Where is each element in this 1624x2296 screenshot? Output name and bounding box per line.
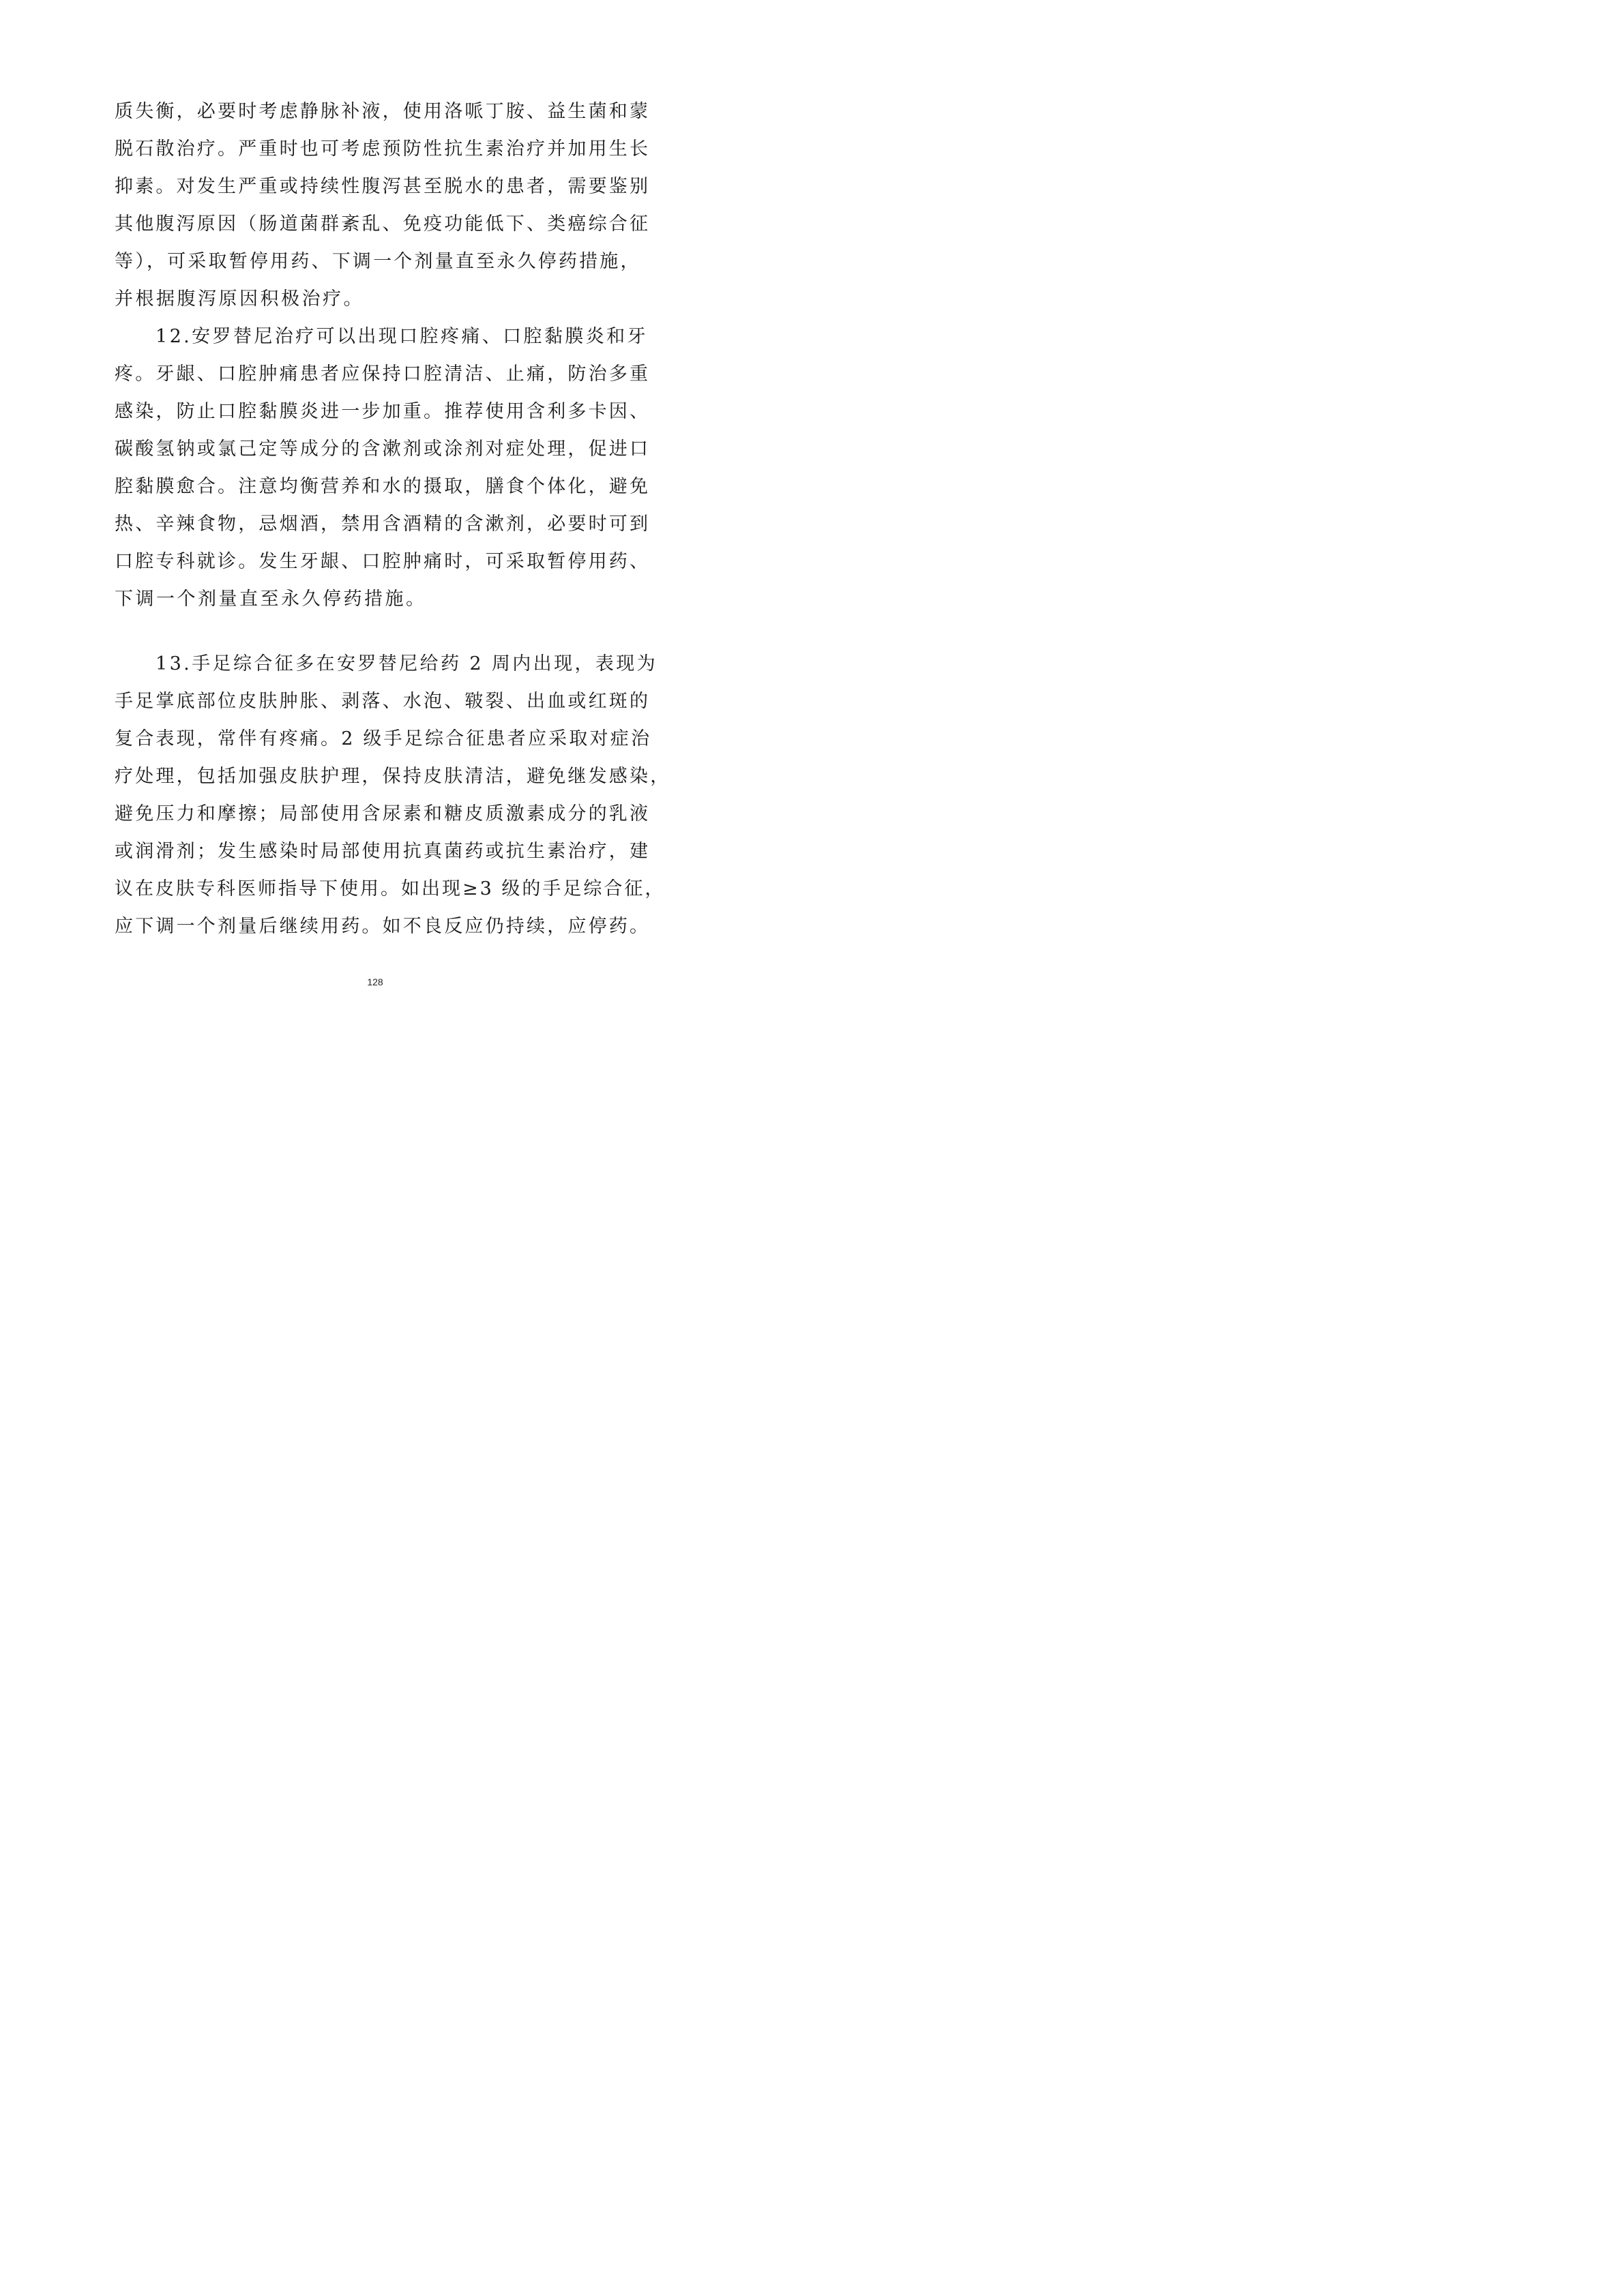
paragraph-1-line-1: 质失衡，必要时考虑静脉补液，使用洛哌丁胺、益生菌和蒙 [115,101,651,122]
paragraph-2-line-1: 12.安罗替尼治疗可以出现口腔疼痛、口腔黏膜炎和牙 [156,326,648,347]
document-page [0,0,750,1060]
paragraph-3-line-3: 复合表现，常伴有疼痛。2 级手足综合征患者应采取对症治 [115,728,652,749]
paragraph-2-line-3: 感染，防止口腔黏膜炎进一步加重。推荐使用含利多卡因、 [115,401,651,422]
paragraph-3-line-7: 议在皮肤专科医师指导下使用。如出现≥3 级的手足综合征， [115,878,666,899]
paragraph-1-line-2: 脱石散治疗。严重时也可考虑预防性抗生素治疗并加用生长 [115,138,651,160]
paragraph-1-line-5: 等），可采取暂停用药、下调一个剂量直至永久停药措施， [115,251,641,272]
page-number: 128 [367,976,383,987]
paragraph-2-line-2: 疼。牙龈、口腔肿痛患者应保持口腔清洁、止痛，防治多重 [115,363,651,385]
paragraph-1-line-4: 其他腹泻原因（肠道菌群紊乱、免疫功能低下、类癌综合征 [115,213,651,235]
paragraph-2-line-5: 腔黏膜愈合。注意均衡营养和水的摄取，膳食个体化，避免 [115,476,651,497]
paragraph-3-line-2: 手足掌底部位皮肤肿胀、剥落、水泡、皲裂、出血或红斑的 [115,691,651,712]
paragraph-3-line-5: 避免压力和摩擦；局部使用含尿素和糖皮质激素成分的乳液 [115,803,651,824]
paragraph-1-line-3: 抑素。对发生严重或持续性腹泻甚至脱水的患者，需要鉴别 [115,176,651,197]
paragraph-3-line-4: 疗处理，包括加强皮肤护理，保持皮肤清洁，避免继发感染， [115,766,671,787]
paragraph-3-line-1: 13.手足综合征多在安罗替尼给药 2 周内出现，表现为 [156,653,658,674]
paragraph-2-line-4: 碳酸氢钠或氯己定等成分的含漱剂或涂剂对症处理，促进口 [115,438,651,460]
paragraph-3-line-6: 或润滑剂；发生感染时局部使用抗真菌药或抗生素治疗，建 [115,841,651,862]
paragraph-2-line-8: 下调一个剂量直至永久停药措施。 [115,588,427,610]
paragraph-1-line-6: 并根据腹泻原因积极治疗。 [115,288,364,310]
paragraph-2-line-7: 口腔专科就诊。发生牙龈、口腔肿痛时，可采取暂停用药、 [115,551,651,572]
paragraph-3-line-8: 应下调一个剂量后继续用药。如不良反应仍持续，应停药。 [115,916,651,937]
paragraph-2-line-6: 热、辛辣食物，忌烟酒，禁用含酒精的含漱剂，必要时可到 [115,513,651,535]
